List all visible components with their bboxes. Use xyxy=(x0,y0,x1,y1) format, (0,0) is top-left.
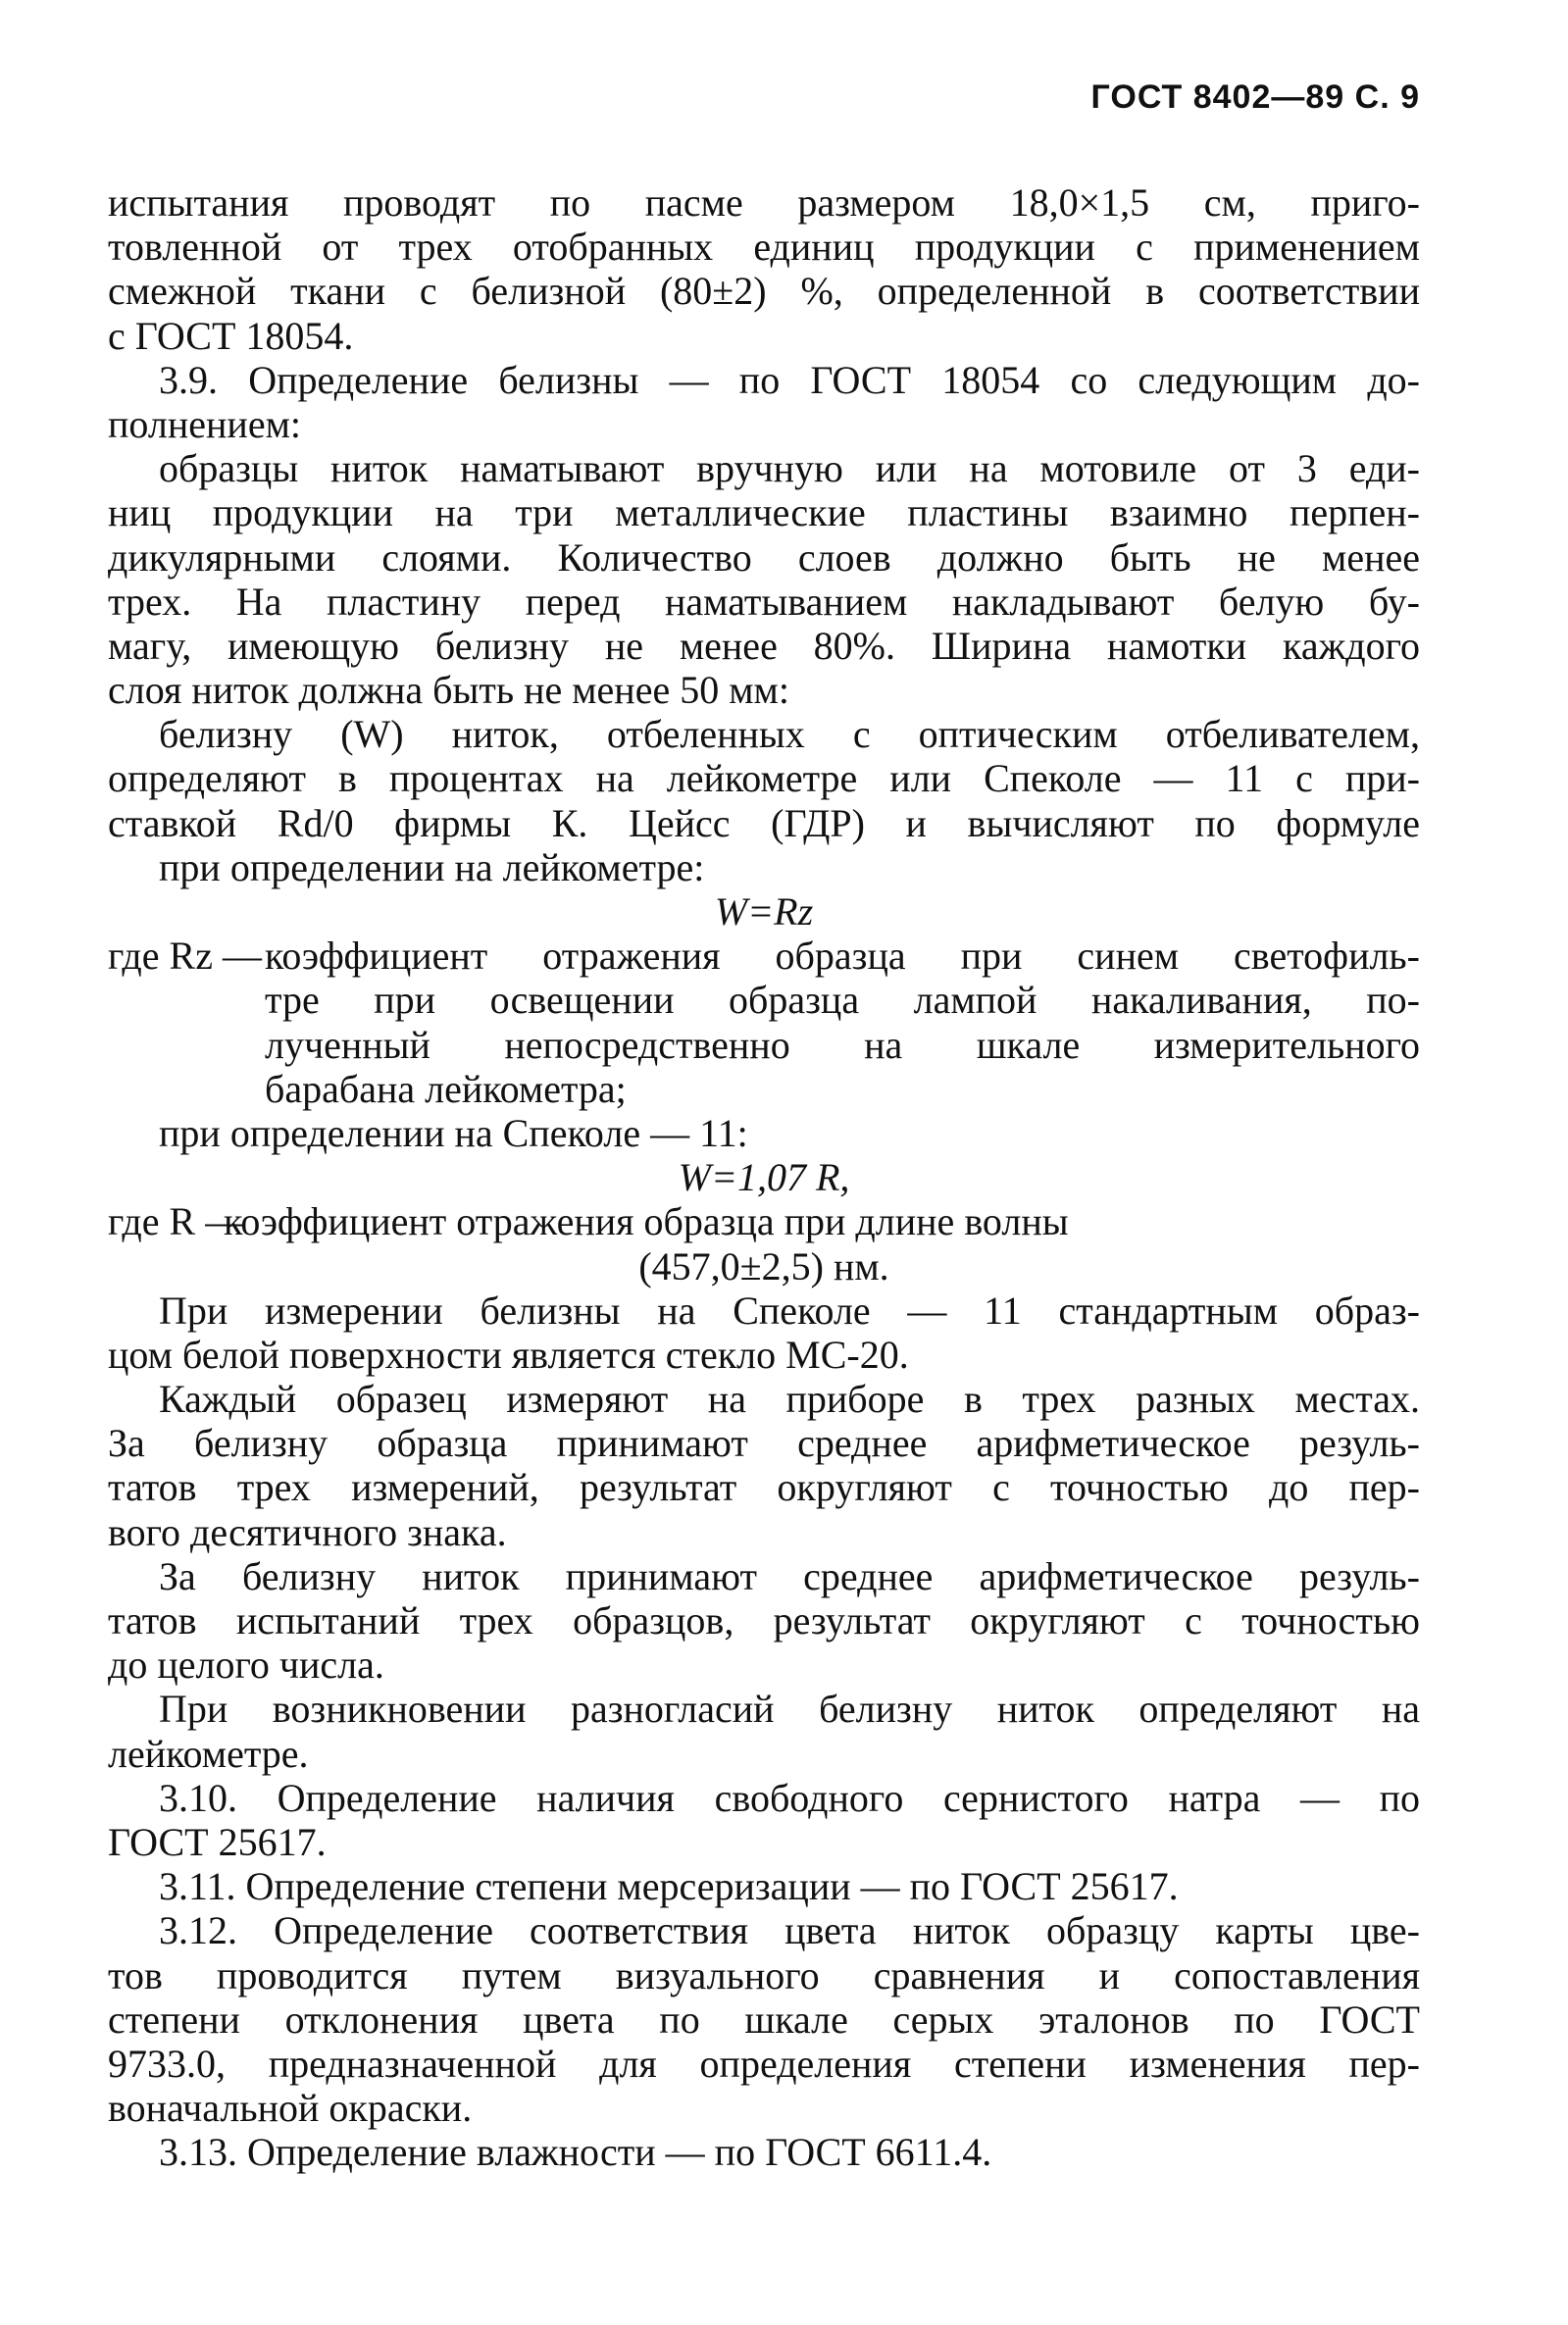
text-line: тре при освещении образца лампой накаливания, по- xyxy=(265,978,1420,1023)
section-3-11: 3.11. Определение степени мерсеризации — по ГОСТ 25617. xyxy=(159,1864,1179,1909)
definition-r xyxy=(108,1199,1420,1243)
body-text xyxy=(108,180,1420,2174)
text-line: магу, имеющую белизну не менее 80%. Ширина намотки каждого xyxy=(108,623,1420,668)
text-line: ставкой Rd/0 фирмы К. Цейсс (ГДР) и вычисляют по формуле xyxy=(108,800,1420,845)
text-line: лученный непосредственно на шкале измерительного xyxy=(265,1022,1420,1067)
text-line: образцы ниток наматывают вручную или на мотовиле от 3 еди- xyxy=(159,446,1420,491)
text-line: определяют в процентах на лейкометре или Спеколе — 11 с при- xyxy=(108,756,1420,801)
definition-text: коэффициент отражения образца при синем светофиль- xyxy=(265,934,1420,979)
formula-leukometer: W=Rz xyxy=(714,889,814,934)
text-line: при определении на Спеколе — 11: xyxy=(159,1110,748,1155)
section-3-13: 3.13. Определение влажности — по ГОСТ 6611.4. xyxy=(159,2130,992,2175)
text-line: смежной ткани с белизной (80±2) %, определенной в соответствии xyxy=(108,269,1420,314)
text-line: белизну (W) ниток, отбеленных с оптическим отбеливателем, xyxy=(159,712,1420,757)
text-line: вого десятичного знака. xyxy=(108,1509,507,1554)
text-line: товленной от трех отобранных единиц продукции с применением xyxy=(108,225,1420,270)
text-line: воначальной окраски. xyxy=(108,2086,473,2131)
text-line: татов испытаний трех образцов, результат округляют с точностью xyxy=(108,1598,1420,1643)
section-3-9-title: 3.9. Определение белизны — по ГОСТ 18054 со следующим до- xyxy=(159,357,1420,402)
definition-term: где Rz — xyxy=(108,934,262,979)
section-3-10: 3.10. Определение наличия свободного сернистого натра — по xyxy=(159,1775,1420,1820)
text-line: тов проводится путем визуального сравнения и сопоставления xyxy=(108,1952,1420,1997)
definition-rz xyxy=(108,934,1420,978)
text-line: Каждый образец измеряют на приборе в трех разных местах. xyxy=(159,1377,1420,1422)
text-line: барабана лейкометра; xyxy=(265,1066,627,1111)
text-line: степени отклонения цвета по шкале серых эталонов по ГОСТ xyxy=(108,1996,1420,2042)
definition-term: где R — xyxy=(108,1199,245,1244)
text-line: ГОСТ 25617. xyxy=(108,1819,327,1864)
text-line: При возникновении разногласий белизну ниток определяют на xyxy=(159,1687,1420,1732)
text-line: до целого числа. xyxy=(108,1643,384,1688)
definition-text: коэффициент отражения образца при длине волны xyxy=(224,1199,1069,1244)
text-line: За белизну ниток принимают среднее арифметическое резуль- xyxy=(159,1553,1420,1598)
text-line: слоя ниток должна быть не менее 50 мм: xyxy=(108,668,789,713)
text-line: 9733.0, предназначенной для определения степени изменения пер- xyxy=(108,2041,1420,2086)
text-line: При измерении белизны на Спеколе — 11 стандартным образ- xyxy=(159,1288,1420,1333)
text-line: ниц продукции на три металлические пластины взаимно перпен- xyxy=(108,490,1420,535)
text-line: татов трех измерений, результат округляют с точностью до пер- xyxy=(108,1465,1420,1510)
text-line: при определении на лейкометре: xyxy=(159,844,705,889)
text-line: дикулярными слоями. Количество слоев должно быть не менее xyxy=(108,534,1420,580)
text-line: с ГОСТ 18054. xyxy=(108,313,354,358)
running-header: ГОСТ 8402—89 С. 9 xyxy=(1090,78,1420,116)
text-line: цом белой поверхности является стекло МС-20. xyxy=(108,1332,909,1377)
text-line: лейкометре. xyxy=(108,1731,309,1776)
wavelength-value: (457,0±2,5) нм. xyxy=(638,1243,889,1289)
text-line: трех. На пластину перед наматыванием накладывают белую бу- xyxy=(108,579,1420,624)
text-line: испытания проводят по пасме размером 18,0×1,5 см, приго- xyxy=(108,180,1420,225)
text-line: За белизну образца принимают среднее арифметическое резуль- xyxy=(108,1421,1420,1466)
text-line: полнением: xyxy=(108,401,301,446)
formula-spekol: W=1,07 R, xyxy=(678,1155,850,1200)
section-3-12: 3.12. Определение соответствия цвета ниток образцу карты цве- xyxy=(159,1908,1420,1953)
